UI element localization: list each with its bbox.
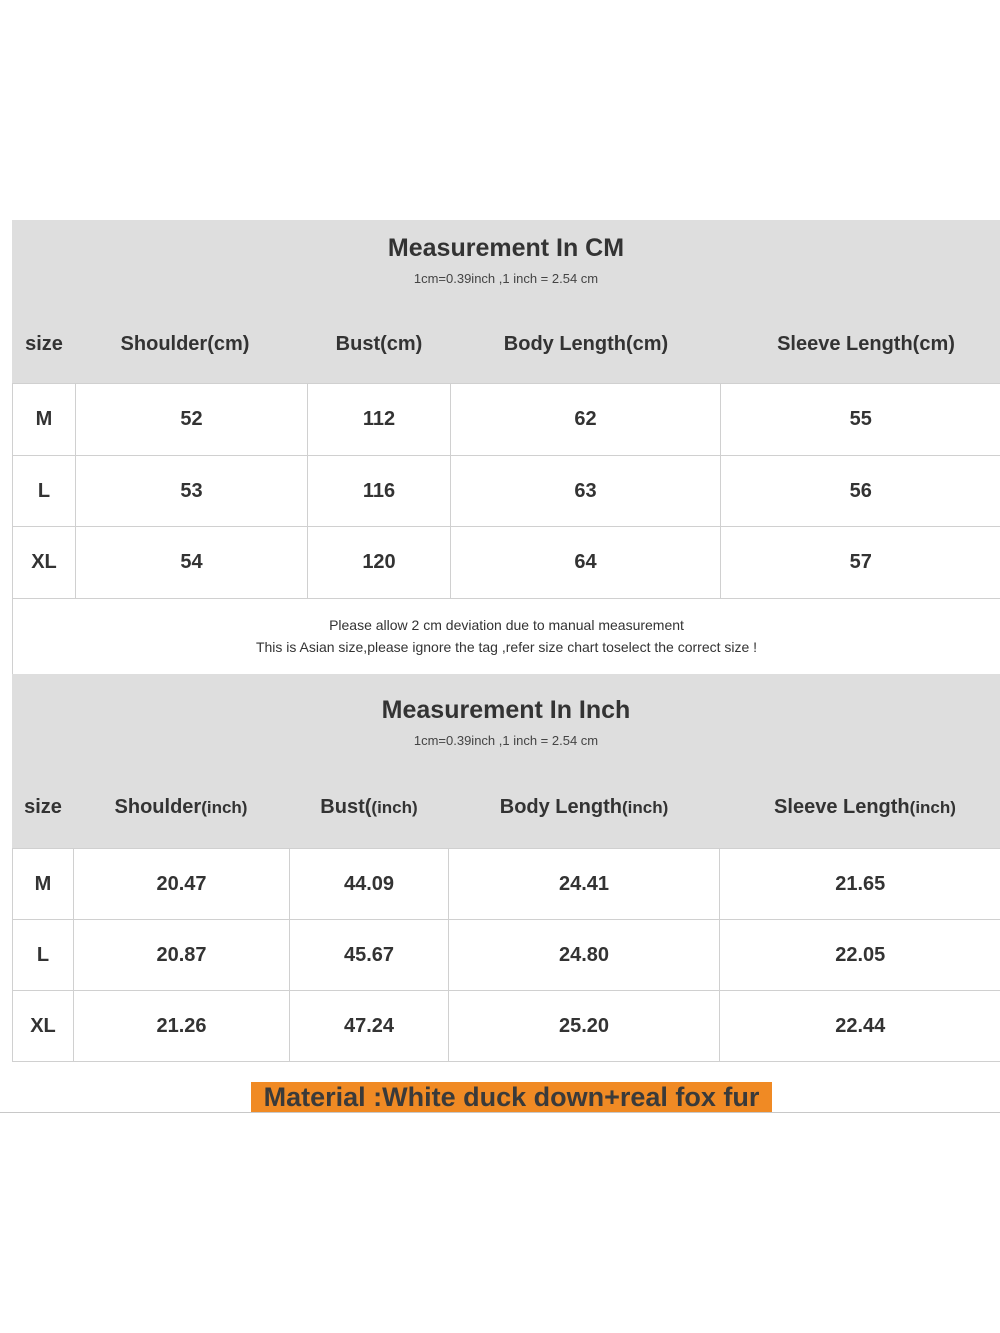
inch-cell-body-length: 25.20 [449,991,720,1062]
inch-col-size-label: size [24,796,62,818]
inch-cell-sleeve-length: 21.65 [720,849,1000,920]
cm-col-shoulder: Shoulder(cm) [120,333,250,355]
inch-col-bust-unit: (inch) [371,798,418,817]
inch-cell-sleeve-length: 22.05 [720,920,1000,991]
cm-cell-body-length: 64 [451,527,721,599]
inch-cell-size: L [13,920,74,991]
inch-cell-body-length: 24.41 [449,849,720,920]
inch-col-sleeve-length-label: Sleeve Length [774,796,910,818]
note-deviation: Please allow 2 cm deviation due to manual measurement [329,617,684,633]
inch-col-shoulder-unit: (inch) [201,798,248,817]
table-row [13,991,1000,1062]
cm-cell-sleeve-length: 56 [721,456,1000,527]
table-row [13,849,1000,920]
inch-cell-sleeve-length: 22.44 [720,991,1000,1062]
inch-cell-bust: 44.09 [290,849,449,920]
cm-col-sleeve-length: Sleeve Length(cm) [777,333,955,355]
inch-cell-body-length: 24.80 [449,920,720,991]
inch-cell-bust: 45.67 [290,920,449,991]
inch-cell-size: XL [13,991,74,1062]
inch-col-body-length-label: Body Length [499,796,622,818]
inch-col-sleeve-length-unit: (inch) [909,798,956,817]
cm-table-wrap [12,383,1000,598]
cm-col-body-length: Body Length(cm) [503,333,669,355]
inch-subtitle: 1cm=0.39inch ,1 inch = 2.54 cm [413,733,599,748]
cm-cell-shoulder: 52 [76,384,308,456]
notes-panel [12,598,1000,674]
cm-col-size: size [25,333,63,355]
inch-cell-shoulder: 21.26 [74,991,290,1062]
inch-col-body-length-unit: (inch) [621,798,669,817]
cm-subtitle: 1cm=0.39inch ,1 inch = 2.54 cm [413,271,599,286]
inch-col-shoulder-label: Shoulder [114,796,202,818]
inch-table-wrap [12,848,1000,1061]
cm-cell-shoulder: 53 [76,456,308,527]
material-banner: Material :White duck down+real fox fur [251,1082,772,1112]
cm-cell-size: L [13,456,76,527]
cm-cell-size: M [13,384,76,456]
cm-header-panel [12,220,1000,383]
inch-col-sleeve-length [774,796,956,819]
inch-col-shoulder [115,796,248,819]
inch-header-panel [12,674,1000,848]
inch-title: Measurement In Inch [381,696,631,724]
inch-table [12,848,1000,1062]
inch-col-body-length [500,796,669,819]
cm-cell-bust: 120 [308,527,451,599]
cm-cell-body-length: 62 [451,384,721,456]
cm-title: Measurement In CM [387,234,625,262]
cm-cell-bust: 116 [308,456,451,527]
cm-cell-body-length: 63 [451,456,721,527]
cm-cell-size: XL [13,527,76,599]
inch-col-size [24,796,62,819]
note-asian-size: This is Asian size,please ignore the tag ,refer size chart toselect the correct size ! [255,639,758,655]
table-row [13,920,1000,991]
cm-cell-sleeve-length: 55 [721,384,1000,456]
table-row [13,527,1000,599]
inch-cell-bust: 47.24 [290,991,449,1062]
cm-table [12,383,1000,599]
cm-cell-sleeve-length: 57 [721,527,1000,599]
table-row [13,456,1000,527]
inch-col-bust-label: Bust( [320,796,372,818]
cm-col-bust: Bust(cm) [335,333,423,355]
cm-cell-bust: 112 [308,384,451,456]
cm-cell-shoulder: 54 [76,527,308,599]
divider [0,1112,1000,1113]
table-row [13,384,1000,456]
inch-cell-shoulder: 20.47 [74,849,290,920]
inch-cell-size: M [13,849,74,920]
inch-col-bust [320,796,417,819]
inch-cell-shoulder: 20.87 [74,920,290,991]
